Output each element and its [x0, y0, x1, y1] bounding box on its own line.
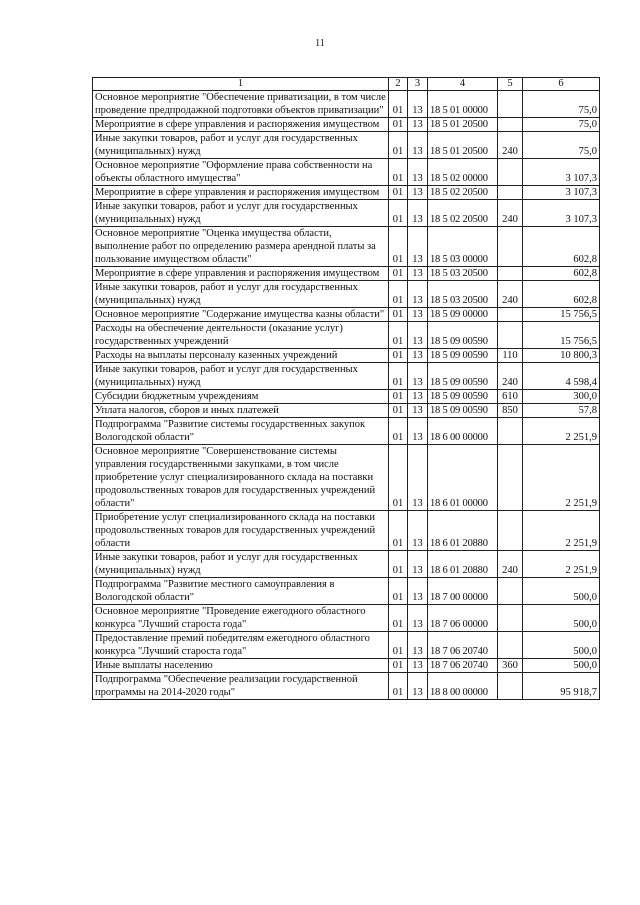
- table-row: [93, 632, 600, 659]
- row-section-cell: 01: [389, 551, 408, 578]
- row-subsection-cell: 13: [408, 418, 428, 445]
- table-row: [93, 159, 600, 186]
- row-amount-cell: 500,0: [523, 578, 600, 605]
- row-name-cell: Предоставление премий победителям ежегодного областного конкурса "Лучший староста года": [93, 632, 389, 659]
- row-expense-type-cell: 610: [498, 390, 523, 404]
- row-amount-cell: 2 251,9: [523, 445, 600, 511]
- row-target-code-cell: 18 5 03 20500: [428, 281, 498, 308]
- row-section-cell: 01: [389, 632, 408, 659]
- row-section-cell: 01: [389, 186, 408, 200]
- row-name-cell: Подпрограмма "Развитие местного самоуправления в Вологодской области": [93, 578, 389, 605]
- row-subsection-cell: 13: [408, 390, 428, 404]
- row-section-cell: 01: [389, 132, 408, 159]
- table-row: [93, 281, 600, 308]
- row-expense-type-cell: 240: [498, 363, 523, 390]
- row-name-cell: Иные закупки товаров, работ и услуг для государственных (муниципальных) нужд: [93, 132, 389, 159]
- row-amount-cell: 602,8: [523, 281, 600, 308]
- row-subsection-cell: 13: [408, 659, 428, 673]
- row-expense-type-cell: 240: [498, 132, 523, 159]
- row-target-code-cell: 18 5 09 00000: [428, 308, 498, 322]
- row-subsection-cell: 13: [408, 132, 428, 159]
- row-section-cell: 01: [389, 418, 408, 445]
- table-row: [93, 511, 600, 551]
- row-target-code-cell: 18 5 02 00000: [428, 159, 498, 186]
- row-target-code-cell: 18 6 01 20880: [428, 511, 498, 551]
- row-name-cell: Основное мероприятие "Содержание имущества казны области": [93, 308, 389, 322]
- row-name-cell: Подпрограмма "Обеспечение реализации государственной программы на 2014-2020 годы": [93, 673, 389, 700]
- row-subsection-cell: 13: [408, 281, 428, 308]
- row-section-cell: 01: [389, 200, 408, 227]
- table-row: [93, 445, 600, 511]
- row-amount-cell: 4 598,4: [523, 363, 600, 390]
- row-target-code-cell: 18 5 03 00000: [428, 227, 498, 267]
- row-target-code-cell: 18 5 02 20500: [428, 200, 498, 227]
- row-subsection-cell: 13: [408, 632, 428, 659]
- row-section-cell: 01: [389, 659, 408, 673]
- row-name-cell: Подпрограмма "Развитие системы государственных закупок Вологодской области": [93, 418, 389, 445]
- row-name-cell: Расходы на выплаты персоналу казенных учреждений: [93, 349, 389, 363]
- row-target-code-cell: 18 6 01 00000: [428, 445, 498, 511]
- row-name-cell: Мероприятие в сфере управления и распоряжения имуществом: [93, 118, 389, 132]
- row-section-cell: 01: [389, 511, 408, 551]
- table-row: [93, 200, 600, 227]
- row-subsection-cell: 13: [408, 445, 428, 511]
- row-target-code-cell: 18 7 06 00000: [428, 605, 498, 632]
- row-name-cell: Основное мероприятие "Оценка имущества области, выполнение работ по определению размера арендной платы за пользование имуществом области": [93, 227, 389, 267]
- row-expense-type-cell: [498, 227, 523, 267]
- row-subsection-cell: 13: [408, 267, 428, 281]
- row-amount-cell: 602,8: [523, 227, 600, 267]
- row-target-code-cell: 18 5 09 00590: [428, 390, 498, 404]
- column-header-subsection: 3: [408, 78, 428, 91]
- row-amount-cell: 3 107,3: [523, 186, 600, 200]
- row-subsection-cell: 13: [408, 308, 428, 322]
- row-subsection-cell: 13: [408, 91, 428, 118]
- row-subsection-cell: 13: [408, 605, 428, 632]
- row-subsection-cell: 13: [408, 349, 428, 363]
- row-amount-cell: 500,0: [523, 659, 600, 673]
- row-name-cell: Иные закупки товаров, работ и услуг для государственных (муниципальных) нужд: [93, 551, 389, 578]
- row-section-cell: 01: [389, 159, 408, 186]
- table-row: [93, 404, 600, 418]
- row-expense-type-cell: 240: [498, 281, 523, 308]
- row-name-cell: Основное мероприятие "Обеспечение приватизации, в том числе проведение предпродажной подготовки объектов приватизации": [93, 91, 389, 118]
- row-target-code-cell: 18 6 01 20880: [428, 551, 498, 578]
- row-target-code-cell: 18 5 03 20500: [428, 267, 498, 281]
- row-target-code-cell: 18 5 09 00590: [428, 322, 498, 349]
- row-target-code-cell: 18 5 09 00590: [428, 404, 498, 418]
- row-amount-cell: 2 251,9: [523, 418, 600, 445]
- row-expense-type-cell: 240: [498, 200, 523, 227]
- row-name-cell: Уплата налогов, сборов и иных платежей: [93, 404, 389, 418]
- row-expense-type-cell: [498, 605, 523, 632]
- row-amount-cell: 2 251,9: [523, 551, 600, 578]
- row-subsection-cell: 13: [408, 159, 428, 186]
- row-amount-cell: 57,8: [523, 404, 600, 418]
- row-section-cell: 01: [389, 349, 408, 363]
- table-row: [93, 390, 600, 404]
- table-row: [93, 605, 600, 632]
- row-name-cell: Иные выплаты населению: [93, 659, 389, 673]
- row-amount-cell: 500,0: [523, 605, 600, 632]
- table-row: [93, 91, 600, 118]
- column-header-target-code: 4: [428, 78, 498, 91]
- row-target-code-cell: 18 7 06 20740: [428, 632, 498, 659]
- row-section-cell: 01: [389, 390, 408, 404]
- row-amount-cell: 500,0: [523, 632, 600, 659]
- table-row: [93, 118, 600, 132]
- table-row: [93, 132, 600, 159]
- row-name-cell: Основное мероприятие "Совершенствование системы управления государственными закупками, в том числе приобретение услуг специализированного склада на поставки продовольственных товаров для государственных учреждений области": [93, 445, 389, 511]
- row-section-cell: 01: [389, 673, 408, 700]
- row-section-cell: 01: [389, 118, 408, 132]
- row-target-code-cell: 18 5 01 20500: [428, 118, 498, 132]
- row-subsection-cell: 13: [408, 673, 428, 700]
- row-target-code-cell: 18 5 01 20500: [428, 132, 498, 159]
- row-name-cell: Иные закупки товаров, работ и услуг для государственных (муниципальных) нужд: [93, 281, 389, 308]
- table-row: [93, 186, 600, 200]
- row-amount-cell: 75,0: [523, 118, 600, 132]
- row-expense-type-cell: [498, 308, 523, 322]
- row-amount-cell: 3 107,3: [523, 200, 600, 227]
- table-row: [93, 659, 600, 673]
- row-amount-cell: 300,0: [523, 390, 600, 404]
- row-target-code-cell: 18 5 02 20500: [428, 186, 498, 200]
- row-expense-type-cell: [498, 578, 523, 605]
- row-expense-type-cell: [498, 186, 523, 200]
- row-expense-type-cell: [498, 267, 523, 281]
- row-subsection-cell: 13: [408, 404, 428, 418]
- column-header-section: 2: [389, 78, 408, 91]
- row-section-cell: 01: [389, 322, 408, 349]
- column-header-name: 1: [93, 78, 389, 91]
- budget-table: [92, 77, 600, 700]
- table-row: [93, 322, 600, 349]
- row-amount-cell: 10 800,3: [523, 349, 600, 363]
- row-subsection-cell: 13: [408, 227, 428, 267]
- row-expense-type-cell: 240: [498, 551, 523, 578]
- row-amount-cell: 15 756,5: [523, 322, 600, 349]
- row-name-cell: Мероприятие в сфере управления и распоряжения имуществом: [93, 267, 389, 281]
- row-amount-cell: 75,0: [523, 91, 600, 118]
- row-expense-type-cell: [498, 322, 523, 349]
- row-name-cell: Мероприятие в сфере управления и распоряжения имуществом: [93, 186, 389, 200]
- row-name-cell: Приобретение услуг специализированного склада на поставки продовольственных товаров для государственных учреждений области: [93, 511, 389, 551]
- row-target-code-cell: 18 5 09 00590: [428, 349, 498, 363]
- row-subsection-cell: 13: [408, 322, 428, 349]
- row-section-cell: 01: [389, 363, 408, 390]
- row-section-cell: 01: [389, 605, 408, 632]
- column-header-expense-type: 5: [498, 78, 523, 91]
- row-amount-cell: 15 756,5: [523, 308, 600, 322]
- row-amount-cell: 3 107,3: [523, 159, 600, 186]
- row-name-cell: Иные закупки товаров, работ и услуг для государственных (муниципальных) нужд: [93, 200, 389, 227]
- row-target-code-cell: 18 8 00 00000: [428, 673, 498, 700]
- row-section-cell: 01: [389, 227, 408, 267]
- row-target-code-cell: 18 7 06 20740: [428, 659, 498, 673]
- row-section-cell: 01: [389, 404, 408, 418]
- row-name-cell: Иные закупки товаров, работ и услуг для государственных (муниципальных) нужд: [93, 363, 389, 390]
- row-target-code-cell: 18 7 00 00000: [428, 578, 498, 605]
- row-name-cell: Субсидии бюджетным учреждениям: [93, 390, 389, 404]
- row-section-cell: 01: [389, 578, 408, 605]
- row-name-cell: Расходы на обеспечение деятельности (оказание услуг) государственных учреждений: [93, 322, 389, 349]
- row-subsection-cell: 13: [408, 200, 428, 227]
- row-expense-type-cell: [498, 445, 523, 511]
- table-row: [93, 673, 600, 700]
- table-row: [93, 578, 600, 605]
- row-section-cell: 01: [389, 281, 408, 308]
- page-number: 11: [315, 38, 325, 49]
- row-expense-type-cell: [498, 632, 523, 659]
- table-row: [93, 551, 600, 578]
- row-section-cell: 01: [389, 267, 408, 281]
- row-expense-type-cell: [498, 511, 523, 551]
- table-row: [93, 227, 600, 267]
- row-expense-type-cell: [498, 418, 523, 445]
- row-expense-type-cell: 110: [498, 349, 523, 363]
- row-target-code-cell: 18 5 09 00590: [428, 363, 498, 390]
- row-section-cell: 01: [389, 91, 408, 118]
- row-subsection-cell: 13: [408, 186, 428, 200]
- table-row: [93, 418, 600, 445]
- row-section-cell: 01: [389, 445, 408, 511]
- table-row: [93, 267, 600, 281]
- row-amount-cell: 2 251,9: [523, 511, 600, 551]
- row-subsection-cell: 13: [408, 118, 428, 132]
- column-header-amount: 6: [523, 78, 600, 91]
- header-row: [93, 78, 600, 91]
- row-name-cell: Основное мероприятие "Оформление права собственности на объекты областного имущества": [93, 159, 389, 186]
- row-subsection-cell: 13: [408, 551, 428, 578]
- row-subsection-cell: 13: [408, 363, 428, 390]
- row-subsection-cell: 13: [408, 511, 428, 551]
- row-amount-cell: 75,0: [523, 132, 600, 159]
- table-row: [93, 349, 600, 363]
- row-expense-type-cell: [498, 118, 523, 132]
- row-expense-type-cell: 850: [498, 404, 523, 418]
- row-expense-type-cell: [498, 673, 523, 700]
- table-row: [93, 363, 600, 390]
- row-expense-type-cell: [498, 91, 523, 118]
- row-amount-cell: 602,8: [523, 267, 600, 281]
- row-section-cell: 01: [389, 308, 408, 322]
- row-amount-cell: 95 918,7: [523, 673, 600, 700]
- row-target-code-cell: 18 6 00 00000: [428, 418, 498, 445]
- row-subsection-cell: 13: [408, 578, 428, 605]
- row-target-code-cell: 18 5 01 00000: [428, 91, 498, 118]
- row-name-cell: Основное мероприятие "Проведение ежегодного областного конкурса "Лучший староста года": [93, 605, 389, 632]
- row-expense-type-cell: 360: [498, 659, 523, 673]
- table-row: [93, 308, 600, 322]
- row-expense-type-cell: [498, 159, 523, 186]
